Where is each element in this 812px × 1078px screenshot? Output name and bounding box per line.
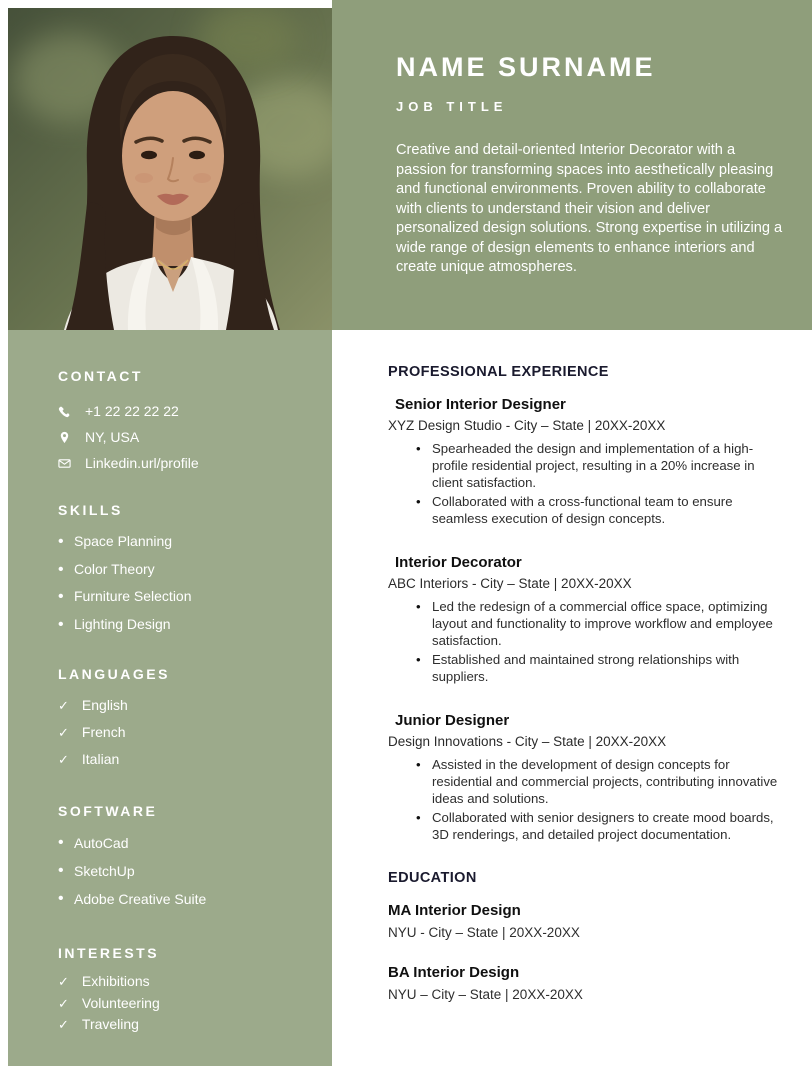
language-label: English [81,697,128,713]
job-bullet: • Led the redesign of a commercial office space, optimizing layout and functionality to improve workflow and employee satisfaction. [388,599,784,649]
job-title-junior-designer: Junior Designer [395,711,510,729]
skill-item: • Furniture Selection [58,583,308,611]
interest-label: Exhibitions [81,973,150,989]
skill-item: • Space Planning [58,528,308,556]
candidate-job-title: JOB TITLE [396,99,508,114]
check-icon: ✓ [58,1017,69,1032]
languages-heading: LANGUAGES [58,666,170,682]
software-list [58,829,308,913]
check-icon: ✓ [58,698,69,713]
contact-linkedin-value[interactable]: Linkedin.url/profile [85,455,199,471]
language-item [58,746,308,773]
skill-item: • Lighting Design [58,611,308,639]
location-icon [58,430,72,444]
language-item [58,719,308,746]
experience-entry [388,396,784,528]
profile-summary: Creative and detail-oriented Interior Decorator with a passion for transforming spaces into aesthetically pleasing and functional environments. Proven ability to collaborate with clients to understand their vision and deliver personalized design solutions. Strong expertise in utilizing a wide range of design elements to enhance interiors and create unique atmospheres. [396,142,783,275]
candidate-name: NAME SURNAME [396,52,656,82]
header [332,0,812,330]
education-entry [388,902,784,940]
skill-item: • Color Theory [58,556,308,584]
job-company-line: Design Innovations - City – State | 20XX-20XX [388,733,667,749]
main-content [332,330,812,1078]
experience-entry [388,554,784,686]
check-icon: ✓ [58,974,69,989]
job-company-line: ABC Interiors - City – State | 20XX-20XX [388,575,632,591]
job-title-senior-interior-designer: Senior Interior Designer [395,396,566,413]
degree-school-line: NYU - City – State | 20XX-20XX [388,924,580,940]
interests-list [58,971,308,1036]
envelope-icon [58,456,72,470]
language-item [58,692,308,719]
skills-list [58,528,308,638]
interest-item [58,1014,308,1036]
check-icon: ✓ [58,995,69,1011]
degree-title-ma: MA Interior Design [388,901,521,919]
degree-school-line: NYU – City – State | 20XX-20XX [388,986,583,1002]
education-heading: EDUCATION [388,869,477,886]
degree-title-ba: BA Interior Design [388,963,520,981]
job-bullet: • Spearheaded the design and implementation of a high-profile residential project, resulting in a 20% increase in client satisfaction. [388,441,784,491]
interest-label: Volunteering [81,994,160,1011]
software-item: • SketchUp [58,857,308,885]
interests-section [58,945,308,1036]
job-bullet-list [388,599,784,686]
job-title-interior-decorator: Interior Decorator [395,553,522,571]
interest-item [58,993,308,1015]
job-bullet: • Assisted in the development of design concepts for residential and commercial projects, contributing innovative ideas and solutions. [388,757,784,807]
software-item: • AutoCad [58,829,308,857]
languages-list [58,692,308,773]
job-bullet-list [388,757,784,844]
sidebar [8,330,332,1066]
software-heading: SOFTWARE [58,803,158,819]
phone-icon [58,404,72,418]
contact-location-value: NY, USA [85,429,140,445]
contact-section [58,368,308,476]
interest-item [58,971,308,993]
contact-item-phone [58,398,308,424]
software-item: • Adobe Creative Suite [58,885,308,913]
job-bullet: • Collaborated with senior designers to create mood boards, 3D renderings, and detailed project documentation. [388,810,784,844]
languages-section [58,666,308,773]
portrait-illustration [8,8,332,330]
language-label: French [81,724,126,740]
job-company-line: XYZ Design Studio - City – State | 20XX-20XX [388,418,666,433]
contact-heading: CONTACT [58,368,143,384]
interests-heading: INTERESTS [58,945,160,961]
software-section [58,803,308,913]
experience-entry [388,712,784,844]
job-bullet: • Established and maintained strong relationships with suppliers. [388,652,784,686]
contact-item-linkedin [58,450,308,476]
education-entry [388,964,784,1002]
check-icon: ✓ [58,752,69,767]
contact-list [58,398,308,476]
experience-heading: PROFESSIONAL EXPERIENCE [388,364,609,380]
contact-item-location [58,424,308,450]
check-icon: ✓ [58,725,69,740]
skills-section [58,502,308,638]
profile-photo [8,8,332,330]
interest-label: Traveling [81,1016,139,1032]
language-label: Italian [81,751,120,767]
skills-heading: SKILLS [58,502,123,518]
job-bullet: • Collaborated with a cross-functional team to ensure seamless execution of design concepts. [388,494,784,528]
job-bullet-list [388,441,784,528]
contact-phone-value: +1 22 22 22 22 [85,403,179,419]
